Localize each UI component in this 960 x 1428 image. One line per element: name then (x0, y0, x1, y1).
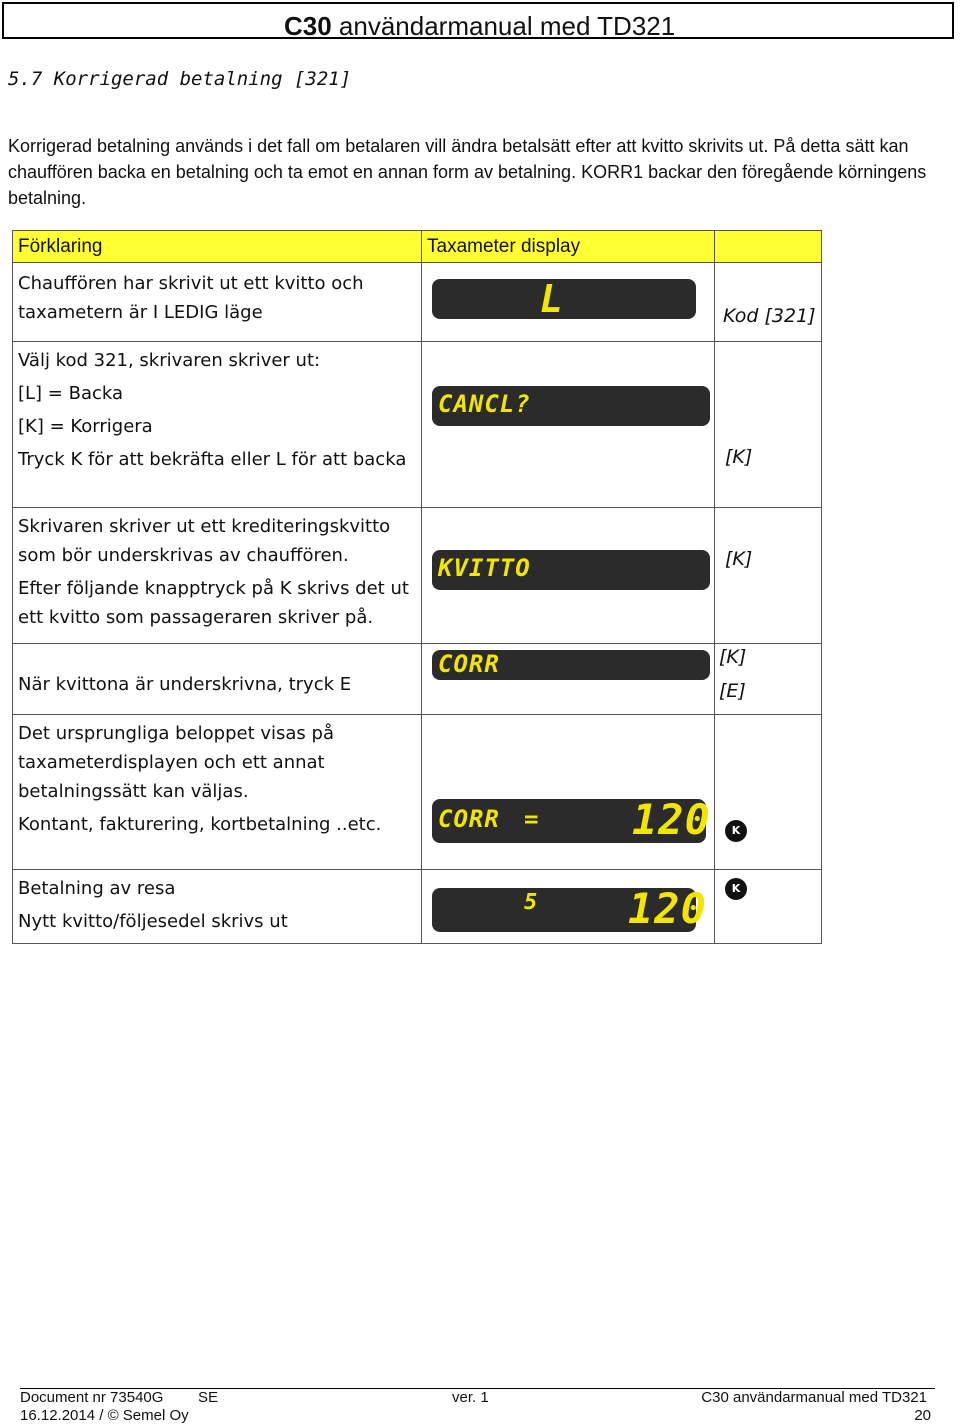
key-cell (715, 715, 822, 870)
k-key-button-icon: K (725, 820, 747, 842)
lcd-text-left: KVITTO (438, 554, 531, 582)
footer-manual: C30 användarmanual med TD321 (701, 1389, 927, 1406)
table-row (13, 263, 822, 342)
lcd-text-left: CANCL? (438, 390, 531, 418)
key-label: Kod [321] (723, 305, 816, 327)
footer-row-1 (20, 1389, 935, 1407)
table-row (13, 508, 822, 644)
procedure-table (12, 230, 822, 944)
footer-date: 16.12.2014 / © Semel Oy (20, 1407, 189, 1424)
explanation-cell (13, 644, 422, 715)
display-cell (422, 263, 715, 342)
display-cell (422, 870, 715, 944)
explanation-cell (13, 870, 422, 944)
explanation-line: Kontant, fakturering, kortbetalning ..etc. (18, 814, 382, 835)
table-row (13, 342, 822, 508)
display-cell (422, 644, 715, 715)
lcd-text-right: 120 (628, 884, 707, 933)
header-title-rest: användarmanual med TD321 (331, 11, 676, 41)
table-row (13, 715, 822, 870)
table-header-row (13, 231, 822, 263)
header-explanation: Förklaring (13, 231, 422, 263)
explanation-line: Nytt kvitto/följesedel skrivs ut (18, 911, 288, 932)
key-cell (715, 870, 822, 944)
explanation-cell (13, 342, 422, 508)
key-cell (715, 508, 822, 644)
key-label: [K] (719, 646, 747, 668)
display-cell (422, 342, 715, 508)
lcd-text-left: CORR (438, 650, 500, 678)
explanation-line: Det ursprungliga beloppet visas på taxameterdisplayen och ett annat betalningssätt kan väljas. (18, 723, 334, 802)
footer-page: 20 (914, 1407, 931, 1424)
table-row (13, 644, 822, 715)
footer-doc-no: Document nr 73540G (20, 1389, 164, 1406)
explanation-cell (13, 508, 422, 644)
lcd-text-right: L (540, 277, 564, 321)
k-key-button-icon: K (725, 878, 747, 900)
explanation-line: Efter följande knapptryck på K skrivs det ut ett kvitto som passageraren skriver på. (18, 578, 409, 628)
taxameter-lcd (432, 650, 710, 680)
key-label: [K] (725, 548, 753, 570)
header-title (284, 12, 675, 40)
explanation-line: När kvittona är underskrivna, tryck E (18, 674, 352, 695)
header-display: Taxameter display (422, 231, 715, 263)
key-cell (715, 342, 822, 508)
display-cell (422, 508, 715, 644)
lcd-text-right: 120 (632, 795, 711, 844)
explanation-cell (13, 263, 422, 342)
page-footer (20, 1388, 935, 1425)
lcd-text-left: CORR (438, 805, 500, 833)
explanation-line: Betalning av resa (18, 878, 176, 899)
header-model: C30 (284, 11, 332, 41)
key-cell (715, 263, 822, 342)
taxameter-lcd (432, 279, 696, 319)
explanation-line: Chauffören har skrivit ut ett kvitto och taxametern är I LEDIG läge (18, 273, 364, 323)
footer-row-2 (20, 1407, 935, 1425)
taxameter-lcd (432, 550, 710, 590)
explanation-line: Välj kod 321, skrivaren skriver ut: (18, 350, 321, 371)
lcd-text-mid: = (524, 805, 540, 833)
section-title: 5.7 Korrigerad betalning [321] (8, 68, 352, 90)
key-label: [K] (725, 446, 753, 468)
explanation-line: [L] = Backa (18, 383, 124, 404)
explanation-cell (13, 715, 422, 870)
intro-paragraph: Korrigerad betalning används i det fall om betalaren vill ändra betalsätt efter att kvitto skrivits ut. På detta sätt kan chauffören backa en betalning och ta emot en annan form av betalning. KORR1 backar den föregående körningens betalning. (8, 136, 927, 208)
explanation-line: [K] = Korrigera (18, 416, 153, 437)
taxameter-lcd (432, 386, 710, 426)
header-key (715, 231, 822, 263)
footer-version: ver. 1 (452, 1389, 489, 1406)
key-label: [E] (719, 680, 746, 702)
explanation-line: Tryck K för att bekräfta eller L för att backa (18, 449, 407, 470)
display-cell (422, 715, 715, 870)
explanation-line: Skrivaren skriver ut ett krediteringskvitto som bör underskrivas av chauffören. (18, 516, 391, 566)
footer-lang: SE (198, 1389, 219, 1406)
lcd-text-mid: 5 (524, 890, 539, 915)
page-header (2, 2, 954, 39)
key-cell (715, 644, 822, 715)
taxameter-lcd (432, 884, 707, 933)
table-row (13, 870, 822, 944)
taxameter-lcd (432, 795, 711, 844)
